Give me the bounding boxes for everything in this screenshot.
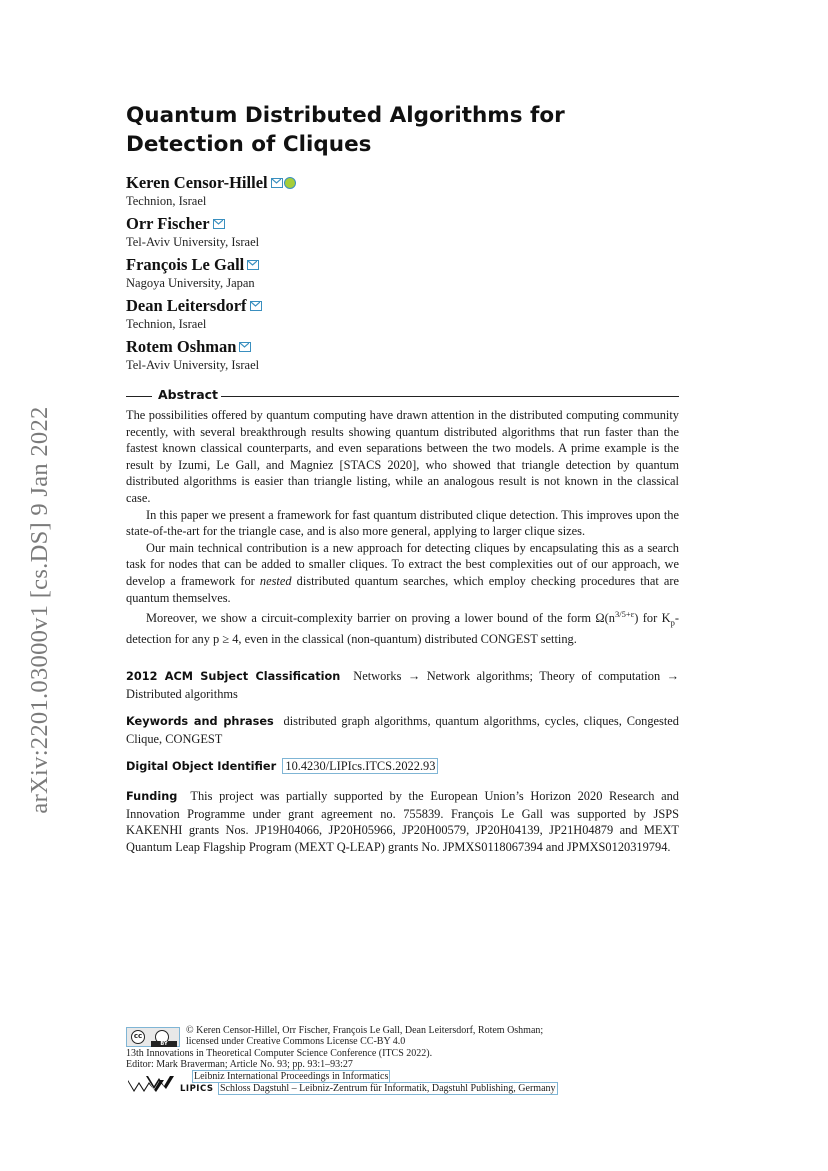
author-affiliation: Technion, Israel [126,193,207,208]
series-text: Leibniz International Proceedings in Informatics [194,1071,389,1082]
lipics-logo-icon [128,1074,178,1092]
author-name: François Le Gall [126,254,245,274]
abstract-paragraph: The possibilities offered by quantum computing have drawn attention in the distributed computing community recently, with several breakthrough results showing quantum distributed algorithms that run faster than the fastest known classical counterparts, and even separations between the two models. A prime example is the result by Izumi, Le Gall, and Magniez [STACS 2020], who showed that triangle detection by quantum distributed algorithms is easier than triangle listing, while an analogous result is not known in the classical case. [126,408,679,505]
meta-key: Funding [126,790,178,803]
text-run: Moreover, we show a circuit-complexity barrier on proving a lower bound of the form Ω(n [146,611,615,626]
license-line: licensed under Creative Commons License CC-BY 4.0 [186,1036,406,1047]
lipics-label: LIPICS [180,1084,214,1094]
arxiv-stamp-text: arXiv:2201.03000v1 [cs.DS] 9 Jan 2022 [26,406,53,814]
divider [126,396,152,397]
cc-by-label: BY [151,1041,177,1047]
abstract-paragraph: In this paper we present a framework for fast quantum distributed clique detection. This improves upon the state-of-the-art for the triangle case, and is also more general, applying to larger clique sizes. [126,507,679,539]
author-affiliation: Tel-Aviv University, Israel [126,234,260,249]
divider [221,396,679,397]
abstract-paragraph [126,606,679,648]
superscript: 3/5+ε [614,609,635,620]
editor-line: Editor: Mark Braverman; Article No. 93; pp. 93:1–93:27 [126,1059,353,1070]
text-run: Our main technical contribution is a new approach for detecting cliques by encapsulating this as a search task for nodes that can be added to smaller cliques. To extract the best complexities out of our approach, we develop a framework for [126,540,679,588]
text-run: distributed quantum searches, which employ checking procedures that are quantum themselves. [126,573,680,605]
email-icon[interactable] [271,178,283,188]
orcid-icon[interactable] [284,177,296,189]
conference-line: 13th Innovations in Theoretical Computer Science Conference (ITCS 2022). [126,1048,433,1059]
series-link[interactable] [192,1071,390,1082]
author-affiliation: Technion, Israel [126,316,207,331]
abstract-paragraph [126,540,679,606]
email-icon[interactable] [247,260,259,270]
abstract-label: Abstract [158,387,219,402]
author-name: Rotem Oshman [126,336,237,356]
abstract-heading [126,386,679,406]
keywords [126,713,679,747]
meta-key: 2012 ACM Subject Classification [126,670,341,683]
funding [126,788,679,855]
author-affiliation: Tel-Aviv University, Israel [126,357,260,372]
cc-license-badge[interactable] [126,1027,180,1047]
arxiv-stamp [20,380,60,840]
cc-icon: cc [131,1030,145,1044]
paper-title: Quantum Distributed Algorithms for Detection of Cliques [126,103,565,157]
publisher-text: Schloss Dagstuhl – Leibniz-Zentrum für Informatik, Dagstuhl Publishing, Germany [220,1083,556,1094]
doi [126,758,679,776]
author-name: Dean Leitersdorf [126,295,247,315]
doi-link[interactable]: 10.4230/LIPIcs.ITCS.2022.93 [282,758,438,774]
text-run: -detection for any p ≥ 4, even in the classical (non-quantum) distributed CONGEST setting. [126,611,679,647]
meta-value: This project was partially supported by the European Union’s Horizon 2020 Research and Innovation Programme under grant agreement no. 755839. François Le Gall was supported by JSPS KAKENHI grants Nos. JP19H04066, JP20H05966, JP20H00579, JP20H04139, JP21H04879 and MEXT Quantum Leap Flagship Program (MEXT Q-LEAP) grants No. JPMXS0118067394 and JPMXS0120319794. [126,789,679,854]
author-name: Keren Censor-Hillel [126,172,268,192]
meta-value: distributed graph algorithms, quantum algorithms, cycles, cliques, Congested Clique, CONGEST [126,714,680,746]
author-name: Orr Fischer [126,213,210,233]
meta-value: Networks → Network algorithms; Theory of computation → Distributed algorithms [126,669,679,701]
author-block [126,295,262,332]
author-block [126,254,259,291]
acm-classification [126,668,679,702]
email-icon[interactable] [250,301,262,311]
author-block [126,213,259,250]
text-run: ) for K [634,611,671,626]
copyright-line: © Keren Censor-Hillel, Orr Fischer, François Le Gall, Dean Leitersdorf, Rotem Oshman; [186,1025,544,1036]
email-icon[interactable] [213,219,225,229]
publisher-link[interactable] [218,1083,558,1094]
author-block [126,172,296,209]
emphasis: nested [259,573,292,588]
meta-key: Digital Object Identifier [126,760,277,773]
author-block [126,336,259,373]
abstract-body [126,407,679,648]
author-affiliation: Nagoya University, Japan [126,275,255,290]
email-icon[interactable] [239,342,251,352]
meta-key: Keywords and phrases [126,715,274,728]
subscript: p [670,617,675,628]
